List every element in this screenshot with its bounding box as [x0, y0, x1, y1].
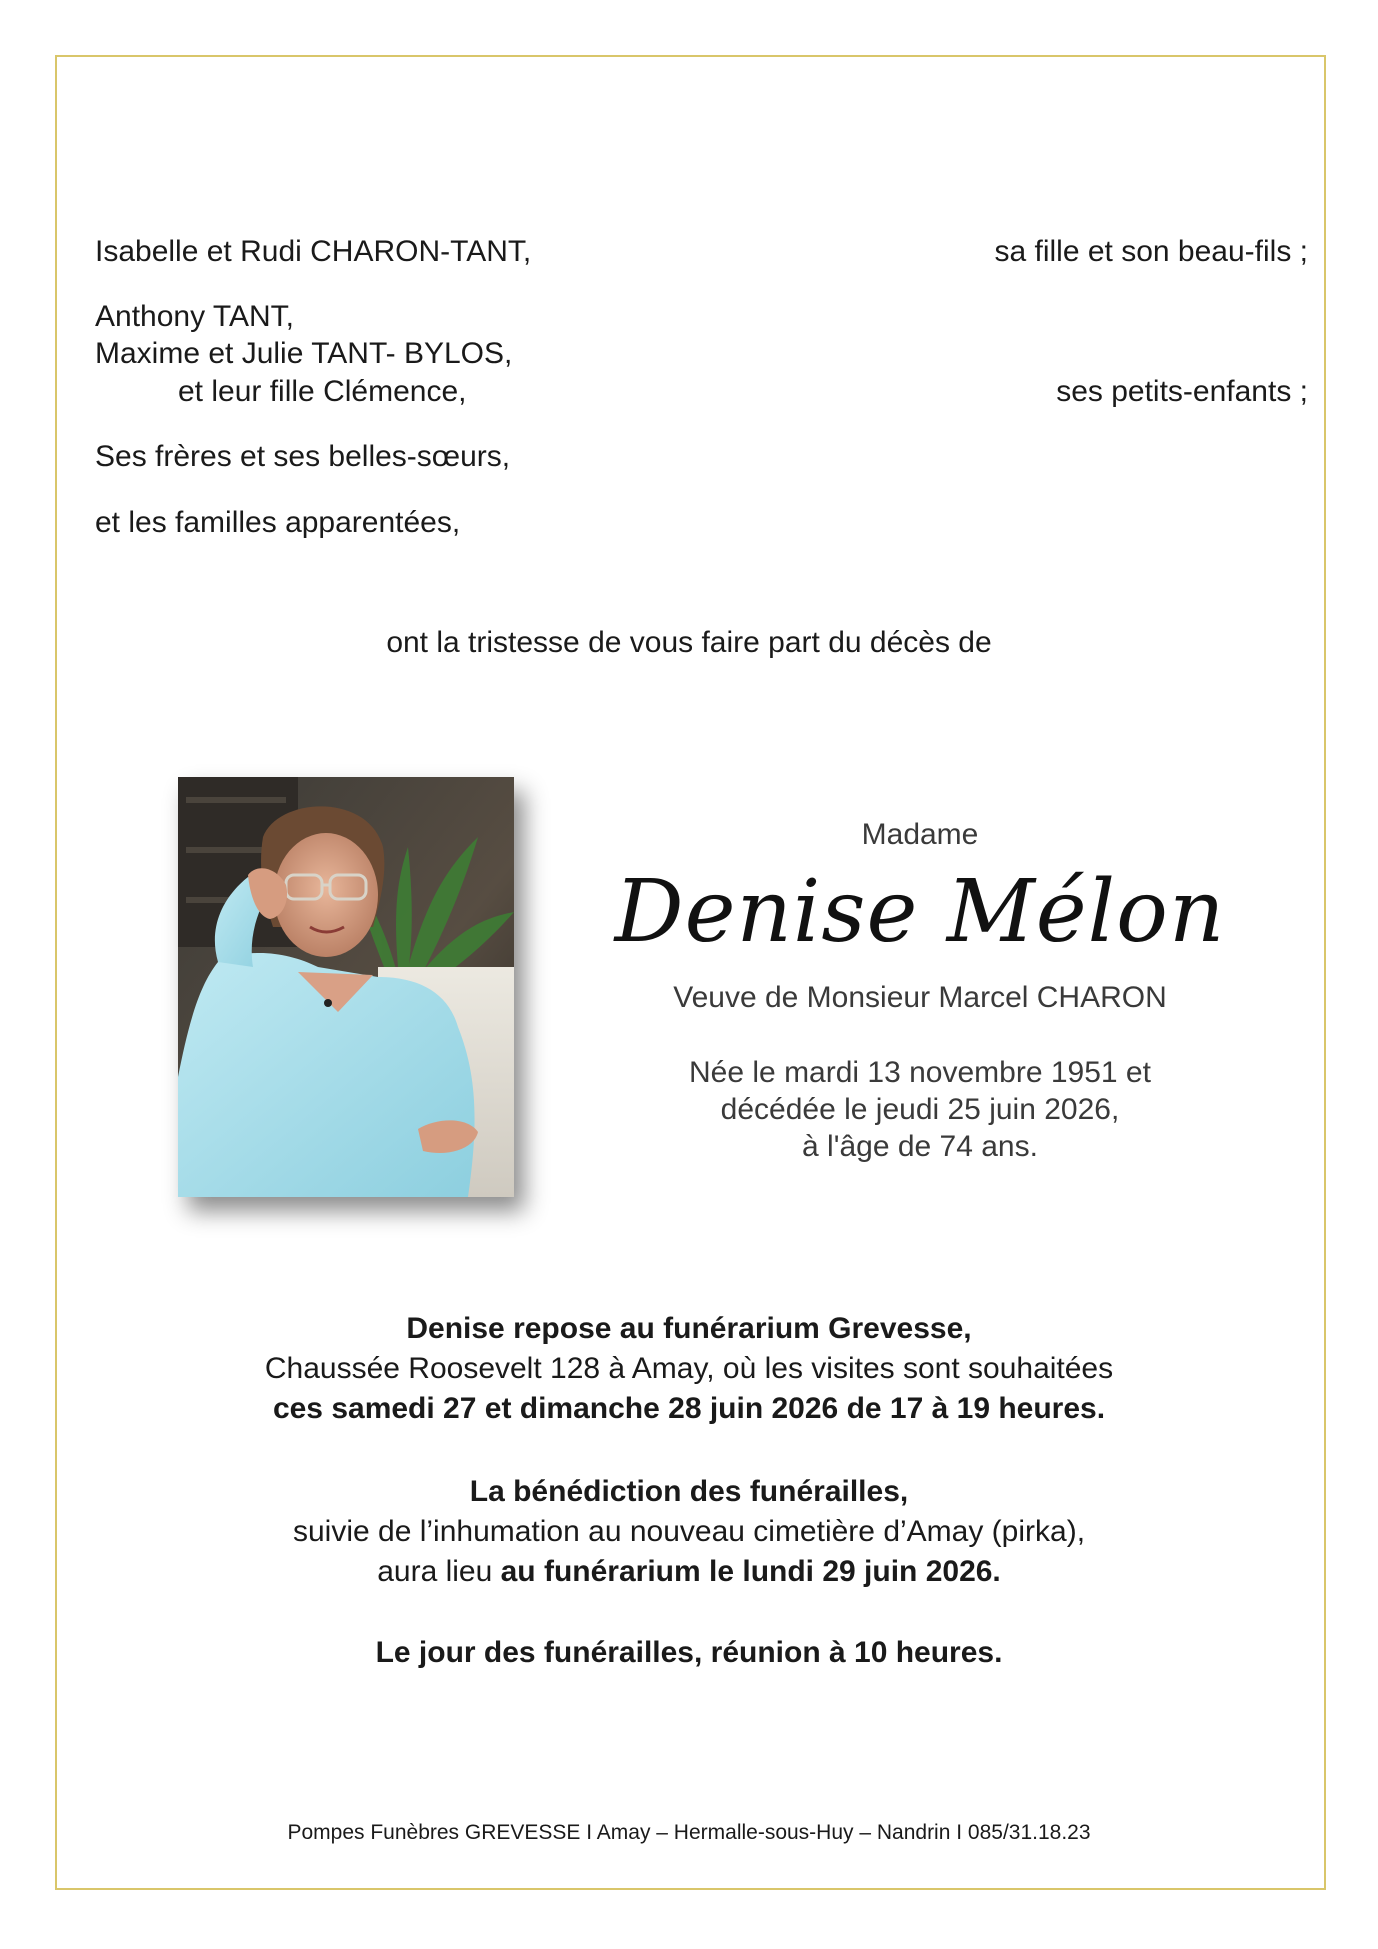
family-relatives: et les familles apparentées,: [95, 506, 461, 539]
deceased-name: Denise Mélon: [614, 862, 1226, 962]
family-relation-grandchildren: ses petits-enfants ;: [1056, 375, 1308, 408]
portrait-illustration: [178, 777, 514, 1197]
visits-line-3: ces samedi 27 et dimanche 28 juin 2026 de 17 à 19 heures.: [272, 1392, 1106, 1425]
deceased-death: décédée le jeudi 25 juin 2026,: [720, 1093, 1120, 1126]
footer-funeral-home: Pompes Funèbres GREVESSE I Amay – Hermalle-sous-Huy – Nandrin I 085/31.18.23: [287, 1821, 1091, 1844]
funeral-line-1: La bénédiction des funérailles,: [469, 1475, 909, 1508]
family-grandchild-1: Anthony TANT,: [95, 300, 294, 333]
family-line-daughter: Isabelle et Rudi CHARON-TANT,: [95, 235, 532, 268]
funeral-line-3: [0, 1552, 1378, 1591]
deceased-age: à l'âge de 74 ans.: [802, 1130, 1038, 1163]
funeral-meeting: Le jour des funérailles, réunion à 10 heures.: [375, 1636, 1003, 1669]
family-grandchild-2: Maxime et Julie TANT- BYLOS,: [95, 337, 513, 370]
deceased-widow-of: Veuve de Monsieur Marcel CHARON: [673, 981, 1167, 1014]
family-grandchild-3: et leur fille Clémence,: [178, 375, 467, 408]
funeral-line-3-prefix: aura lieu: [377, 1555, 501, 1588]
funeral-line-2: suivie de l’inhumation au nouveau cimetière d’Amay (pirka),: [292, 1515, 1086, 1548]
visits-line-2: Chaussée Roosevelt 128 à Amay, où les visites sont souhaitées: [264, 1352, 1114, 1385]
deceased-birth: Née le mardi 13 novembre 1951 et: [689, 1056, 1151, 1089]
visits-line-1: Denise repose au funérarium Grevesse,: [406, 1312, 972, 1345]
family-siblings: Ses frères et ses belles-sœurs,: [95, 440, 511, 473]
deceased-title: Madame: [861, 818, 979, 851]
announcement-text: ont la tristesse de vous faire part du décès de: [386, 626, 992, 659]
funeral-line-3-bold: au funérarium le lundi 29 juin 2026.: [500, 1555, 1001, 1588]
portrait-photo: [178, 777, 514, 1197]
family-relation-daughter: sa fille et son beau-fils ;: [994, 235, 1308, 268]
